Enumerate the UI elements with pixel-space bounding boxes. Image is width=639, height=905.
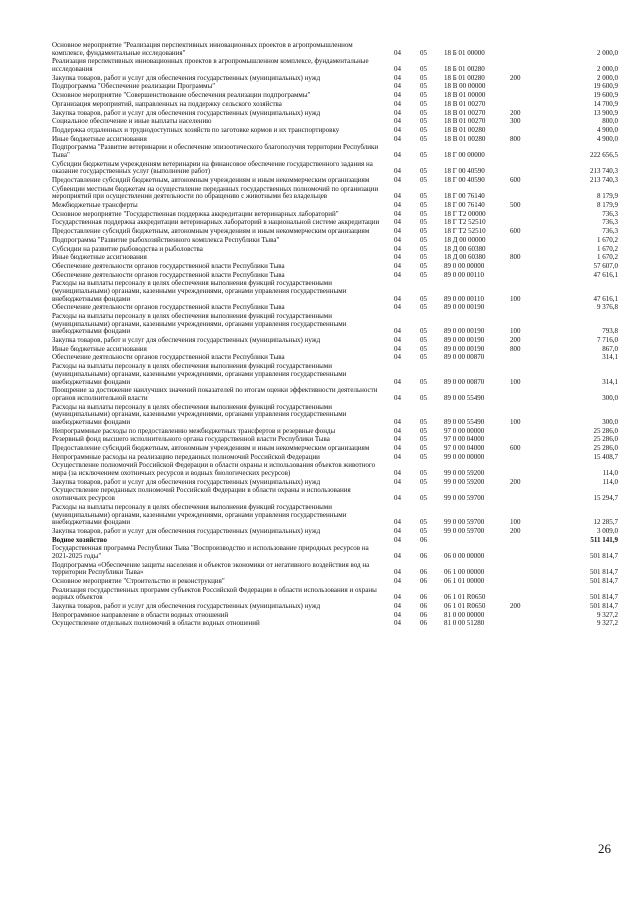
row-target-article-code: 06 1 01 R0650 (444, 602, 486, 611)
row-amount: 501 814,7 (590, 551, 618, 560)
row-section-code: 04 (394, 192, 401, 201)
row-expense-type-code: 200 (510, 477, 521, 486)
row-target-article-code: 97 0 00 04000 (444, 444, 485, 452)
row-name: Расходы на выплаты персоналу в целях обеспечения выполнения функций государственными (муниципальными) органами, казенными учреждениями, органами управления государственными внебюджетными фондами (52, 279, 347, 303)
row-name: Обеспечение деятельности органов государственной власти Республики Тыва (52, 261, 285, 270)
row-subsection-code: 05 (420, 108, 427, 117)
row-name: Государственная программа Республики Тыва "Воспроизводство и использование природных ресурсов на 2021-2025 годы" (52, 544, 369, 560)
row-name: Расходы на выплаты персоналу в целях обеспечения выполнения функций государственными (муниципальными) органами, казенными учреждениями, органами управления государственными внебюджетными фондами (52, 402, 347, 426)
row-expense-type-code: 100 (510, 417, 521, 426)
row-target-article-code: 89 0 00 00190 (444, 336, 485, 345)
row-amount: 213 740,3 (590, 167, 618, 176)
row-amount: 501 814,7 (590, 593, 618, 602)
row-name: Обеспечение деятельности органов государственной власти Республики Тыва (52, 353, 285, 362)
row-target-article-code: 18 В 01 00270 (444, 117, 486, 126)
row-subsection-code: 05 (420, 125, 427, 134)
row-section-code: 04 (394, 73, 401, 82)
row-expense-type-code: 200 (510, 108, 521, 117)
row-name: Организация мероприятий, направленных на поддержку сельского хозяйства (52, 99, 282, 108)
row-section-code: 04 (394, 227, 401, 236)
row-name: Обеспечение деятельности органов государственной власти Республики Тыва (52, 270, 285, 279)
row-subsection-code: 05 (420, 353, 427, 362)
row-subsection-code: 05 (420, 82, 427, 91)
row-section-code: 04 (394, 535, 401, 544)
table-row (52, 42, 618, 58)
row-name: Закупка товаров, работ и услуг для обеспечения государственных (муниципальных) нужд (52, 526, 321, 535)
row-subsection-code: 05 (420, 444, 427, 452)
row-expense-type-code: 800 (510, 253, 521, 262)
row-amount: 9 327,2 (597, 610, 618, 619)
row-section-code: 04 (394, 518, 401, 527)
row-expense-type-code: 600 (510, 444, 521, 452)
row-subsection-code: 06 (420, 577, 427, 585)
row-name: Реализация государственных программ субъектов Российской Федерации в области использования и охраны водных объектов (52, 585, 377, 602)
table-row (52, 620, 618, 629)
row-amount: 300,0 (602, 393, 618, 402)
row-name: Осуществление полномочий Российской Федерации в области охраны и использования объектов животного мира (за исключением охотничьих ресурсов и водных биологических ресурсов) (52, 461, 376, 478)
row-subsection-code: 05 (420, 167, 427, 176)
row-expense-type-code: 100 (510, 327, 521, 336)
row-name: Закупка товаров, работ и услуг для обеспечения государственных (муниципальных) нужд (52, 73, 321, 82)
row-target-article-code: 99 0 00 59700 (444, 494, 485, 503)
row-section-code: 04 (394, 469, 401, 478)
row-name: Иные бюджетные ассигнования (52, 134, 147, 143)
row-target-article-code: 18 Г 00 40590 (444, 167, 485, 176)
row-amount: 3 009,0 (597, 526, 618, 535)
row-section-code: 04 (394, 176, 401, 184)
row-subsection-code: 05 (420, 253, 427, 262)
row-section-code: 04 (394, 218, 401, 227)
row-section-code: 04 (394, 253, 401, 262)
row-section-code: 04 (394, 619, 401, 628)
row-section-code: 04 (394, 426, 401, 435)
table-row (52, 487, 618, 503)
row-target-article-code: 99 0 00 59200 (444, 477, 485, 486)
table-row (52, 545, 618, 561)
row-section-code: 04 (394, 327, 401, 336)
row-target-article-code: 89 0 00 00190 (444, 344, 485, 353)
row-amount: 15 294,7 (593, 494, 618, 503)
row-amount: 25 286,0 (593, 435, 618, 444)
row-section-code: 04 (394, 167, 401, 176)
row-section-code: 04 (394, 244, 401, 253)
row-subsection-code: 06 (420, 568, 427, 577)
row-subsection-code: 05 (420, 176, 427, 184)
row-amount: 114,0 (602, 477, 618, 486)
row-name: Межбюджетные трансферты (52, 201, 138, 210)
row-subsection-code: 06 (420, 602, 427, 611)
row-section-code: 04 (394, 377, 401, 386)
row-amount: 314,1 (602, 353, 618, 362)
row-section-code: 04 (394, 134, 401, 143)
row-amount: 19 600,9 (593, 82, 618, 91)
row-target-article-code: 97 0 00 00000 (444, 426, 485, 435)
row-name: Предоставление субсидий бюджетным, автономным учреждениям и иным некоммерческим организациям (52, 176, 370, 184)
row-subsection-code: 05 (420, 235, 427, 244)
row-name: Основное мероприятие "Реализация перспективных инновационных проектов в агропромышленном комплексе, фундаментальные исследования" (52, 41, 353, 57)
row-amount: 501 814,7 (590, 568, 618, 577)
row-name: Основное мероприятие "Строительство и реконструкция" (52, 577, 225, 585)
row-section-code: 04 (394, 452, 401, 461)
row-subsection-code: 05 (420, 192, 427, 201)
row-amount: 9 376,8 (597, 303, 618, 312)
row-target-article-code: 06 1 01 R0650 (444, 593, 486, 602)
row-target-article-code: 18 Д 00 60380 (444, 253, 486, 262)
row-subsection-code: 05 (420, 327, 427, 336)
row-target-article-code: 18 В 01 00270 (444, 108, 486, 117)
row-amount: 736,3 (602, 209, 618, 218)
row-target-article-code: 89 0 00 00110 (444, 270, 484, 279)
table-row (52, 404, 618, 428)
row-section-code: 04 (394, 577, 401, 585)
row-name: Закупка товаров, работ и услуг для обеспечения государственных (муниципальных) нужд (52, 108, 321, 117)
row-target-article-code: 18 Г Т2 52510 (444, 218, 486, 227)
row-subsection-code: 05 (420, 261, 427, 270)
row-amount: 511 141,9 (590, 535, 618, 544)
row-section-code: 04 (394, 435, 401, 444)
row-amount: 19 600,9 (593, 91, 618, 100)
row-section-code: 04 (394, 417, 401, 426)
table-row (52, 144, 618, 160)
row-expense-type-code: 600 (510, 227, 521, 236)
row-amount: 501 814,7 (590, 577, 618, 585)
row-section-code: 04 (394, 593, 401, 602)
row-target-article-code: 18 В 01 00280 (444, 125, 486, 134)
row-target-article-code: 89 0 00 00190 (444, 327, 485, 336)
row-name: Основное мероприятие "Государственная поддержка аккредитации ветеринарных лабораторий" (52, 209, 339, 218)
row-subsection-code: 05 (420, 218, 427, 227)
row-name: Субвенции местным бюджетам на осуществление переданных государственных полномочий по организации мероприятий при осуществлении деятельности по обращению с животными без владельцев (52, 184, 379, 201)
row-name: Иные бюджетные ассигнования (52, 253, 147, 262)
row-target-article-code: 18 В 01 00270 (444, 99, 486, 108)
row-amount: 1 670,2 (597, 235, 618, 244)
row-expense-type-code: 200 (510, 526, 521, 535)
row-section-code: 04 (394, 393, 401, 402)
row-target-article-code: 18 Д 00 00000 (444, 235, 486, 244)
row-expense-type-code: 100 (510, 294, 521, 303)
row-section-code: 04 (394, 91, 401, 100)
row-name: Поощрение за достижение наилучших значений показателей по итогам оценки эффективности деятельности органов исполнительной власти (52, 386, 378, 402)
row-subsection-code: 05 (420, 417, 427, 426)
row-subsection-code: 05 (420, 150, 427, 159)
row-name: Резервный фонд высшего исполнительного органа государственной власти Республики Тыва (52, 435, 330, 444)
row-name: Подпрограмма "Обеспечение реализации Программы" (52, 82, 216, 91)
row-name: Основное мероприятие "Совершенствование обеспечения реализации подпрограммы" (52, 91, 311, 100)
row-amount: 2 000,0 (597, 48, 618, 57)
row-subsection-code: 05 (420, 99, 427, 108)
row-name: Непрограммные расходы по предоставлению межбюджетных трансфертов и резервные фонды (52, 426, 336, 435)
row-section-code: 04 (394, 270, 401, 279)
row-target-article-code: 18 Б 01 00000 (444, 48, 485, 57)
row-target-article-code: 18 Г 00 00000 (444, 150, 485, 159)
row-amount: 7 716,0 (597, 336, 618, 345)
row-subsection-code: 05 (420, 91, 427, 100)
row-amount: 15 408,7 (593, 452, 618, 461)
row-subsection-code: 05 (420, 201, 427, 210)
row-amount: 867,0 (602, 344, 618, 353)
row-target-article-code: 89 0 00 00000 (444, 261, 485, 270)
row-amount: 4 900,0 (597, 134, 618, 143)
row-name: Непрограммные расходы на реализацию переданных полномочий Российской Федерации (52, 452, 320, 461)
row-section-code: 04 (394, 48, 401, 57)
row-target-article-code: 18 Г Т2 00000 (444, 209, 486, 218)
row-section-code: 04 (394, 602, 401, 611)
row-name: Субсидии бюджетным учреждениям ветеринарии на финансовое обеспечение государственного задания на оказание государственных услуг (выполнение работ) (52, 159, 373, 176)
row-name: Подпрограмма "Развитие рыбохозяйственного комплекса Республики Тыва" (52, 235, 280, 244)
row-amount: 25 286,0 (593, 426, 618, 435)
row-section-code: 04 (394, 526, 401, 535)
row-amount: 2 000,0 (597, 65, 618, 74)
row-amount: 501 814,7 (590, 602, 618, 611)
row-subsection-code: 05 (420, 526, 427, 535)
table-row (52, 387, 618, 403)
row-section-code: 04 (394, 551, 401, 560)
row-subsection-code: 05 (420, 303, 427, 312)
row-target-article-code: 18 Д 00 60380 (444, 244, 486, 253)
row-target-article-code: 99 0 00 00000 (444, 452, 485, 461)
row-subsection-code: 05 (420, 270, 427, 279)
row-target-article-code: 99 0 00 59700 (444, 526, 485, 535)
row-subsection-code: 05 (420, 209, 427, 218)
row-name: Осуществление переданных полномочий Российской Федерации в области охраны и использования охотничьих ресурсов (52, 486, 351, 503)
row-subsection-code: 05 (420, 65, 427, 74)
row-target-article-code: 89 0 00 00870 (444, 377, 485, 386)
row-expense-type-code: 200 (510, 602, 521, 611)
row-subsection-code: 06 (420, 593, 427, 602)
row-subsection-code: 05 (420, 244, 427, 253)
row-amount: 14 700,9 (593, 99, 618, 108)
row-section-code: 04 (394, 117, 401, 126)
row-section-code: 04 (394, 125, 401, 134)
row-section-code: 04 (394, 568, 401, 577)
row-subsection-code: 05 (420, 336, 427, 345)
row-subsection-code: 05 (420, 294, 427, 303)
row-subsection-code: 05 (420, 393, 427, 402)
row-target-article-code: 99 0 00 59200 (444, 469, 485, 478)
row-section-code: 04 (394, 336, 401, 345)
row-amount: 314,1 (602, 377, 618, 386)
row-target-article-code: 89 0 00 00110 (444, 294, 484, 303)
row-expense-type-code: 100 (510, 377, 521, 386)
row-amount: 213 740,3 (590, 176, 618, 184)
row-name: Закупка товаров, работ и услуг для обеспечения государственных (муниципальных) нужд (52, 602, 321, 611)
row-amount: 9 327,2 (597, 619, 618, 628)
row-expense-type-code: 600 (510, 176, 521, 184)
row-amount: 25 286,0 (593, 444, 618, 452)
row-target-article-code: 06 0 00 00000 (444, 551, 485, 560)
row-amount: 222 656,5 (590, 150, 618, 159)
row-subsection-code: 06 (420, 610, 427, 619)
row-section-code: 04 (394, 261, 401, 270)
row-target-article-code: 18 В 01 00280 (444, 134, 486, 143)
row-name: Иные бюджетные ассигнования (52, 344, 147, 353)
row-amount: 300,0 (602, 417, 618, 426)
row-target-article-code: 89 0 00 00870 (444, 353, 485, 362)
table-row (52, 58, 618, 74)
row-target-article-code: 89 0 00 00190 (444, 303, 485, 312)
row-name: Предоставление субсидий бюджетным, автономным учреждениям и иным некоммерческим организациям (52, 227, 370, 236)
row-section-code: 04 (394, 201, 401, 210)
table-row (52, 528, 618, 537)
row-target-article-code: 18 В 01 00000 (444, 91, 486, 100)
row-section-code: 04 (394, 108, 401, 117)
row-name: Подпрограмма "Развитие ветеринарии и обеспечение эпизоотического благополучия территории Республики Тыва" (52, 143, 379, 159)
row-amount: 114,0 (602, 469, 618, 478)
row-name: Реализация перспективных инновационных проектов в агропромышленном комплексе, фундаментальные исследования (52, 57, 369, 74)
row-section-code: 04 (394, 294, 401, 303)
row-name: Предоставление субсидий бюджетным, автономным учреждениям и иным некоммерческим организациям (52, 444, 370, 452)
row-target-article-code: 81 0 00 00000 (444, 610, 485, 619)
row-amount: 2 000,0 (597, 73, 618, 82)
table-row (52, 161, 618, 177)
row-amount: 1 670,2 (597, 244, 618, 253)
row-target-article-code: 18 В 00 00000 (444, 82, 486, 91)
row-amount: 13 900,9 (593, 108, 618, 117)
row-target-article-code: 89 0 00 55490 (444, 417, 485, 426)
table-row (52, 313, 618, 337)
row-subsection-code: 05 (420, 477, 427, 486)
row-expense-type-code: 800 (510, 344, 521, 353)
row-section-code: 04 (394, 209, 401, 218)
row-name: Субсидии на развитие рыбоводства и рыболовства (52, 244, 203, 253)
row-target-article-code: 18 Б 01 00280 (444, 73, 485, 82)
row-section-code: 04 (394, 344, 401, 353)
row-subsection-code: 05 (420, 134, 427, 143)
row-subsection-code: 05 (420, 494, 427, 503)
table-row (52, 562, 618, 578)
row-amount: 800,0 (602, 117, 618, 126)
row-expense-type-code: 300 (510, 117, 521, 126)
row-name: Водное хозяйство (52, 535, 108, 544)
row-target-article-code: 18 Г 00 76140 (444, 201, 485, 210)
row-name: Непрограммное направление в области водных отношений (52, 610, 229, 619)
row-target-article-code: 18 Г 00 40590 (444, 176, 485, 184)
row-name: Подпрограмма «Обеспечение защиты населения и объектов экономики от негативного воздействия вод на территории Республики Тыва» (52, 560, 370, 577)
row-section-code: 04 (394, 494, 401, 503)
row-amount: 57 607,0 (593, 261, 618, 270)
row-amount: 8 179,9 (597, 192, 618, 201)
row-section-code: 04 (394, 65, 401, 74)
row-subsection-code: 05 (420, 227, 427, 236)
row-subsection-code: 05 (420, 426, 427, 435)
row-expense-type-code: 200 (510, 336, 521, 345)
row-name: Расходы на выплаты персоналу в целях обеспечения выполнения функций государственными (муниципальными) органами, казенными учреждениями, органами управления государственными внебюджетными фондами (52, 362, 347, 386)
row-section-code: 04 (394, 477, 401, 486)
row-target-article-code: 18 Б 01 00280 (444, 65, 485, 74)
row-subsection-code: 05 (420, 435, 427, 444)
row-amount: 1 670,2 (597, 253, 618, 262)
row-name: Обеспечение деятельности органов государственной власти Республики Тыва (52, 303, 285, 312)
row-amount: 736,3 (602, 227, 618, 236)
page-number: 26 (598, 841, 611, 856)
row-expense-type-code: 800 (510, 134, 521, 143)
row-target-article-code: 81 0 00 51280 (444, 619, 485, 628)
row-section-code: 04 (394, 444, 401, 452)
row-target-article-code: 18 Г 00 76140 (444, 192, 485, 201)
row-amount: 736,3 (602, 218, 618, 227)
table-row (52, 462, 618, 478)
row-section-code: 04 (394, 150, 401, 159)
row-amount: 8 179,9 (597, 201, 618, 210)
row-section-code: 04 (394, 610, 401, 619)
row-subsection-code: 05 (420, 377, 427, 386)
row-name: Расходы на выплаты персоналу в целях обеспечения выполнения функций государственными (муниципальными) органами, казенными учреждениями, органами управления государственными внебюджетными фондами (52, 312, 347, 336)
row-name: Осуществление отдельных полномочий в области водных отношений (52, 619, 260, 628)
budget-table (52, 42, 618, 629)
row-name: Закупка товаров, работ и услуг для обеспечения государственных (муниципальных) нужд (52, 336, 321, 345)
row-subsection-code: 05 (420, 469, 427, 478)
row-amount: 793,8 (602, 327, 618, 336)
row-amount: 4 900,0 (597, 125, 618, 134)
row-amount: 47 616,1 (593, 270, 618, 279)
row-target-article-code: 18 Г Т2 52510 (444, 227, 486, 236)
row-subsection-code: 05 (420, 518, 427, 527)
row-subsection-code: 06 (420, 619, 427, 628)
table-row (52, 280, 618, 304)
row-name: Закупка товаров, работ и услуг для обеспечения государственных (муниципальных) нужд (52, 477, 321, 486)
row-target-article-code: 06 1 00 00000 (444, 568, 485, 577)
row-target-article-code: 06 1 01 00000 (444, 577, 485, 585)
row-section-code: 04 (394, 235, 401, 244)
row-subsection-code: 05 (420, 73, 427, 82)
row-section-code: 04 (394, 99, 401, 108)
row-section-code: 04 (394, 82, 401, 91)
row-section-code: 04 (394, 303, 401, 312)
row-subsection-code: 05 (420, 452, 427, 461)
table-row (52, 587, 618, 603)
table-row (52, 363, 618, 387)
row-name: Государственная поддержка аккредитации ветеринарных лабораторий в национальной системе аккредитации (52, 218, 380, 227)
row-expense-type-code: 200 (510, 73, 521, 82)
table-row (52, 504, 618, 528)
row-section-code: 04 (394, 353, 401, 362)
row-amount: 47 616,1 (593, 294, 618, 303)
row-amount: 12 285,7 (593, 518, 618, 527)
row-subsection-code: 05 (420, 48, 427, 57)
row-subsection-code: 05 (420, 117, 427, 126)
row-name: Расходы на выплаты персоналу в целях обеспечения выполнения функций государственными (муниципальными) органами, казенными учреждениями, органами управления государственными внебюджетными фондами (52, 502, 347, 527)
row-subsection-code: 06 (420, 535, 427, 544)
row-target-article-code: 99 0 00 59700 (444, 518, 485, 527)
row-subsection-code: 06 (420, 551, 427, 560)
row-name: Поддержка отдаленных и труднодоступных хозяйств по заготовке кормов и их транспортировку (52, 125, 340, 134)
row-expense-type-code: 500 (510, 201, 521, 210)
row-target-article-code: 97 0 00 04000 (444, 435, 485, 444)
row-expense-type-code: 100 (510, 518, 521, 527)
row-name: Социальное обеспечение и иные выплаты населению (52, 117, 212, 126)
table-row (52, 186, 618, 202)
row-subsection-code: 05 (420, 344, 427, 353)
row-target-article-code: 89 0 00 55490 (444, 393, 485, 402)
